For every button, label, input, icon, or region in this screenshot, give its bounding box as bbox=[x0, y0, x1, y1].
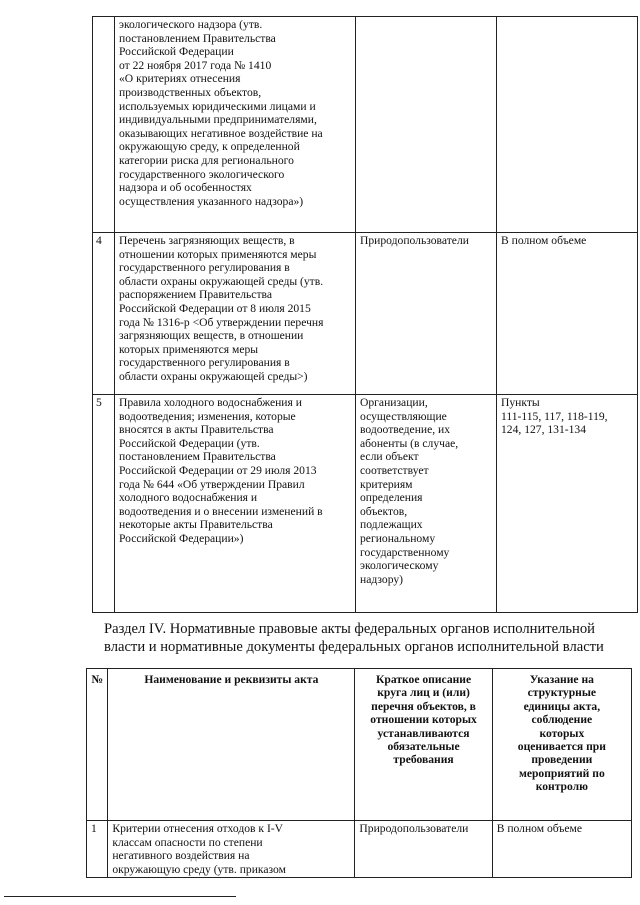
footnote-divider bbox=[4, 896, 236, 897]
act-name: Перечень загрязняющих веществ, в отношении которых применяются меры государственного регулирования в области охраны окружающей среды (утв. распоряжением Правительства Российской Федерации от 8 июля 2015 года № 1316-р <Об утверждении перечня загрязняющих веществ, в отношении которых применяются меры государственного регулирования в области охраны окружающей среды>) bbox=[115, 233, 356, 395]
subjects-cell: Организации, осуществляющие водоотведение, их абоненты (в случае, если объект соответствует критериям определения объектов, подлежащих региональному государственному экологическому надзору) bbox=[356, 395, 497, 613]
header-subjects: Краткое описание круга лиц и (или) перечня объектов, в отношении которых устанавливаются обязательные требования bbox=[355, 669, 492, 821]
act-name: экологического надзора (утв. постановлением Правительства Российской Федерации от 22 ноября 2017 года № 1410 «О критериях отнесения производственных объектов, используемых юридическими лицами и индивидуальными предпринимателями, оказывающих негативное воздействие на окружающую среду, к определенной категории риска для регионального государственного экологического надзора и об особенностях осуществления указанного надзора») bbox=[115, 17, 356, 233]
act-name: Правила холодного водоснабжения и водоотведения; изменения, которые вносятся в акты Правительства Российской Федерации (утв. постановлением Правительства Российской Федерации от 29 июля 2013 года № 644 «Об утверждении Правил холодного водоснабжения и водоотведения и о внесении изменений в некоторые акты Правительства Российской Федерации») bbox=[115, 395, 356, 613]
table-row bbox=[87, 821, 632, 878]
subjects-cell: Природопользователи bbox=[355, 821, 492, 878]
scope-cell bbox=[497, 17, 638, 233]
table-row bbox=[93, 17, 638, 233]
header-act-name: Наименование и реквизиты акта bbox=[108, 669, 355, 821]
scope-cell: В полном объеме bbox=[492, 821, 631, 878]
subjects-cell bbox=[356, 17, 497, 233]
row-number: 1 bbox=[87, 821, 108, 878]
row-number: 4 bbox=[93, 233, 115, 395]
act-name: Критерии отнесения отходов к I-V классам опасности по степени негативного воздействия на окружающую среду (утв. приказом bbox=[108, 821, 355, 878]
header-row bbox=[87, 669, 632, 821]
bottom-table bbox=[86, 668, 632, 878]
table-row bbox=[93, 233, 638, 395]
row-number bbox=[93, 17, 115, 233]
top-table bbox=[92, 16, 638, 613]
subjects-cell: Природопользователи bbox=[356, 233, 497, 395]
scope-cell: В полном объеме bbox=[497, 233, 638, 395]
row-number: 5 bbox=[93, 395, 115, 613]
header-scope: Указание на структурные единицы акта, соблюдение которых оценивается при проведении мероприятий по контролю bbox=[492, 669, 631, 821]
table-row bbox=[93, 395, 638, 613]
header-number: № bbox=[87, 669, 108, 821]
section-heading: Раздел IV. Нормативные правовые акты федеральных органов исполнительной власти и нормативные документы федеральных органов исполнительной власти bbox=[104, 621, 604, 655]
scope-cell: Пункты 111-115, 117, 118-119, 124, 127, 131-134 bbox=[497, 395, 638, 613]
